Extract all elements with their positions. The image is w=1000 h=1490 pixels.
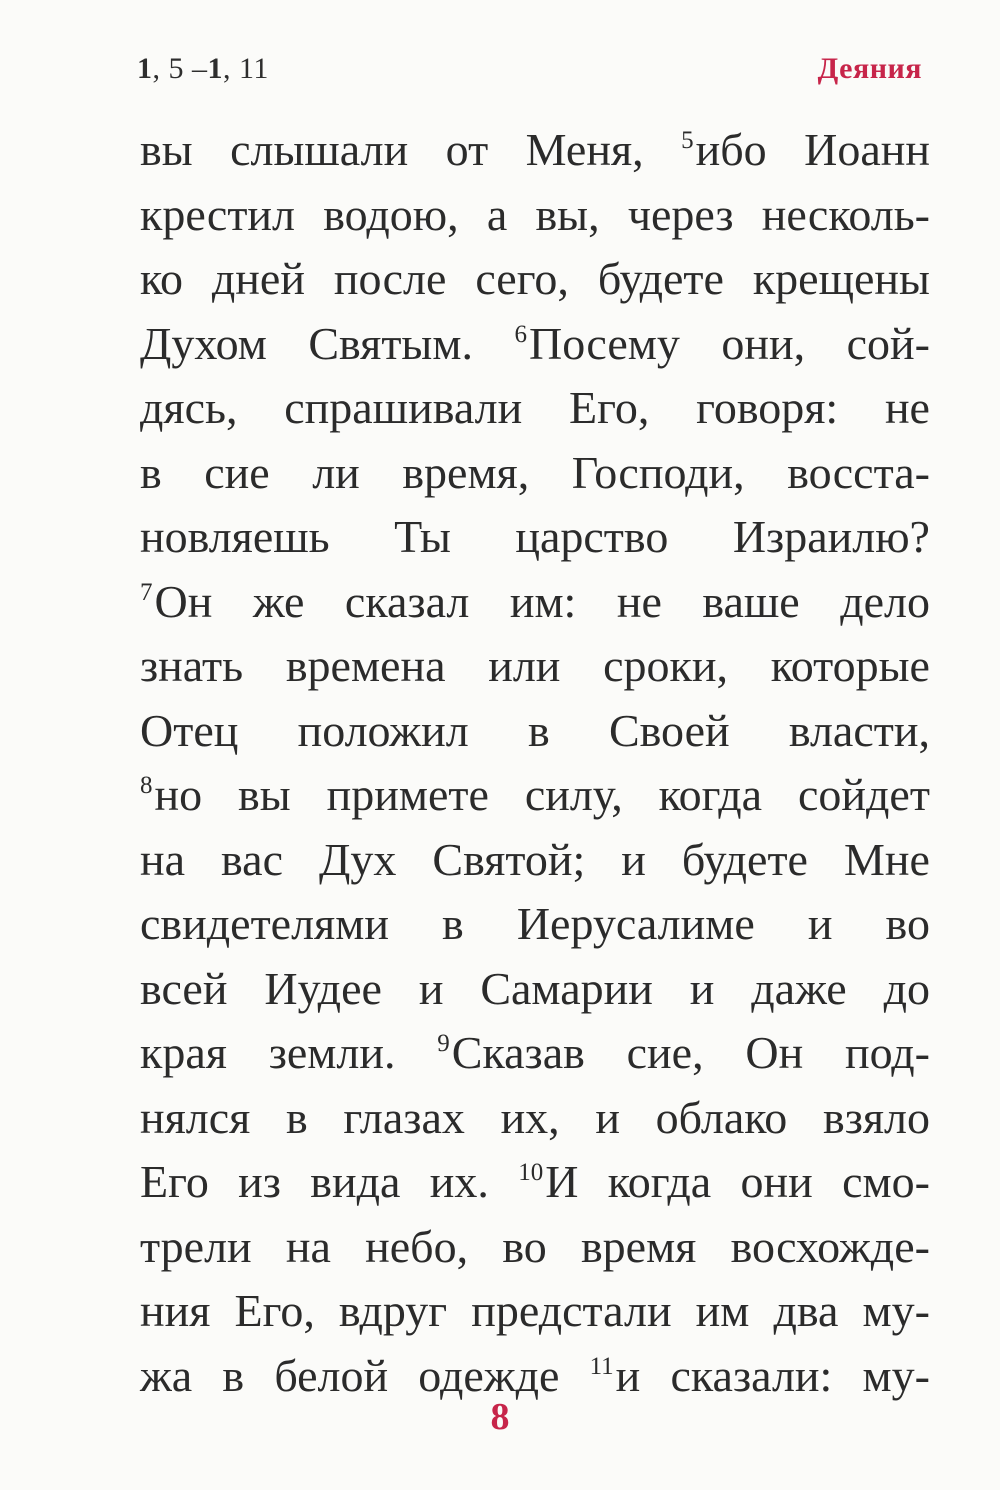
word: му- bbox=[862, 1285, 930, 1336]
word: их. bbox=[429, 1156, 489, 1207]
word: предстали bbox=[471, 1285, 672, 1336]
word: Иерусалиме bbox=[516, 898, 755, 949]
word: дней bbox=[211, 253, 305, 304]
word: слышали bbox=[230, 124, 409, 175]
word: ния bbox=[140, 1285, 211, 1336]
word: Его, bbox=[569, 382, 650, 433]
word: сие bbox=[204, 446, 270, 498]
word: и bbox=[418, 962, 444, 1014]
word: в bbox=[442, 898, 464, 949]
word: крещены bbox=[752, 253, 930, 304]
book-title: Деяния bbox=[817, 52, 922, 85]
word: сойдет bbox=[797, 769, 930, 820]
word: Ты bbox=[394, 511, 451, 562]
word: Он bbox=[745, 1027, 804, 1078]
word: му- bbox=[862, 1349, 930, 1401]
word: вдруг bbox=[338, 1285, 448, 1336]
word: во bbox=[502, 1220, 547, 1272]
text-line bbox=[140, 892, 930, 957]
word: земли. bbox=[268, 1027, 396, 1078]
text-line bbox=[140, 1086, 930, 1151]
word: примете bbox=[326, 769, 489, 820]
word: они bbox=[740, 1156, 813, 1207]
word: Израилю? bbox=[732, 511, 930, 562]
verse-number: 6 bbox=[514, 320, 527, 348]
word: Святой; bbox=[432, 833, 586, 885]
word: царство bbox=[515, 511, 669, 562]
word: Иудее bbox=[264, 962, 382, 1014]
word: Его bbox=[140, 1156, 209, 1207]
word: ли bbox=[312, 446, 360, 498]
word: даже bbox=[751, 962, 847, 1014]
word: свидетелями bbox=[140, 898, 389, 949]
text-line bbox=[140, 183, 930, 248]
word: в bbox=[285, 1091, 308, 1143]
word: несколь- bbox=[761, 188, 930, 240]
word: вы, bbox=[535, 188, 600, 240]
word: дело bbox=[840, 575, 930, 627]
word: облако bbox=[655, 1091, 788, 1143]
word: $^5$ибо bbox=[681, 124, 767, 175]
word: времена bbox=[285, 640, 446, 691]
verse-number: 11 bbox=[589, 1352, 614, 1380]
text-line bbox=[140, 505, 930, 570]
word: на bbox=[285, 1220, 331, 1272]
word: крестил bbox=[140, 188, 296, 240]
word: взяло bbox=[822, 1091, 930, 1143]
word: Духом bbox=[140, 317, 267, 369]
text-line bbox=[140, 634, 930, 699]
word: Меня, bbox=[525, 124, 644, 175]
word: всей bbox=[140, 962, 228, 1014]
word: Самарии bbox=[480, 962, 653, 1014]
word: белой bbox=[274, 1349, 389, 1401]
word: смо- bbox=[842, 1156, 930, 1207]
word: восста- bbox=[787, 446, 930, 498]
word: Своей bbox=[608, 704, 730, 756]
word: ко bbox=[140, 253, 184, 304]
text-line bbox=[140, 1021, 930, 1086]
word: $^7$Он bbox=[140, 575, 213, 627]
word: сего, bbox=[475, 253, 569, 304]
word: и bbox=[807, 898, 833, 949]
word: сказали: bbox=[670, 1349, 833, 1401]
word: два bbox=[773, 1285, 839, 1336]
text-line bbox=[140, 312, 930, 377]
word: трели bbox=[140, 1220, 252, 1272]
verse-range-reference: 1, 5 –1, 11 bbox=[137, 52, 269, 85]
word: Господи, bbox=[571, 446, 745, 498]
word: Дух bbox=[319, 833, 397, 885]
word: вы bbox=[140, 124, 193, 175]
word: через bbox=[627, 188, 734, 240]
word: положил bbox=[297, 704, 469, 756]
word: они, bbox=[721, 317, 806, 369]
word: под- bbox=[844, 1027, 930, 1078]
word: Святым. bbox=[308, 317, 473, 369]
word: сие, bbox=[626, 1027, 704, 1078]
word: в bbox=[140, 446, 162, 498]
word: в bbox=[222, 1349, 245, 1401]
text-line bbox=[140, 247, 930, 312]
word: вида bbox=[310, 1156, 401, 1207]
word: глазах bbox=[343, 1091, 465, 1143]
word: вас bbox=[221, 833, 283, 885]
word: и bbox=[689, 962, 715, 1014]
word: знать bbox=[140, 640, 244, 691]
verse-number: 7 bbox=[140, 578, 153, 606]
verse-number: 5 bbox=[681, 127, 694, 154]
word: не bbox=[616, 575, 662, 627]
text-line bbox=[140, 763, 930, 828]
word: $^{10}$И bbox=[518, 1156, 579, 1207]
word: ваше bbox=[702, 575, 800, 627]
word: говоря: bbox=[696, 382, 839, 433]
word: будете bbox=[597, 253, 724, 304]
word: их, bbox=[500, 1091, 560, 1143]
text-line bbox=[140, 1279, 930, 1344]
text-line bbox=[140, 1150, 930, 1215]
word: Иоанн bbox=[804, 124, 930, 175]
word: силу, bbox=[524, 769, 623, 820]
word: $^9$Сказав bbox=[437, 1027, 585, 1078]
word: после bbox=[333, 253, 447, 304]
word: когда bbox=[658, 769, 763, 820]
word: Его, bbox=[234, 1285, 315, 1336]
word: сказал bbox=[344, 575, 470, 627]
word: сой- bbox=[846, 317, 930, 369]
text-line bbox=[140, 376, 930, 441]
page-number: 8 bbox=[490, 1396, 510, 1438]
word: дясь, bbox=[140, 382, 238, 433]
text-line bbox=[140, 570, 930, 635]
running-header bbox=[137, 52, 922, 102]
word: в bbox=[527, 704, 550, 756]
word: а bbox=[486, 188, 508, 240]
text-line bbox=[140, 699, 930, 764]
word: им bbox=[695, 1285, 750, 1336]
word: же bbox=[252, 575, 305, 627]
word: до bbox=[883, 962, 930, 1014]
word: не bbox=[884, 382, 930, 433]
word: им: bbox=[509, 575, 577, 627]
word: Отец bbox=[140, 704, 239, 756]
word: $^{11}$и bbox=[589, 1349, 641, 1401]
word: нялся bbox=[140, 1091, 251, 1143]
verse-number: 8 bbox=[140, 772, 153, 799]
word: водою, bbox=[323, 188, 459, 240]
word: которые bbox=[770, 640, 930, 691]
text-line bbox=[140, 828, 930, 893]
word: время, bbox=[402, 446, 530, 498]
word: одежде bbox=[418, 1349, 560, 1401]
word: жа bbox=[140, 1349, 193, 1401]
word: и bbox=[621, 833, 646, 885]
word: от bbox=[445, 124, 489, 175]
word: когда bbox=[607, 1156, 712, 1207]
word: спрашивали bbox=[284, 382, 523, 433]
word: $^6$Посему bbox=[514, 317, 680, 369]
text-line bbox=[140, 957, 930, 1022]
text-line bbox=[140, 118, 930, 183]
scripture-text bbox=[140, 118, 930, 1408]
word: во bbox=[885, 898, 930, 949]
word: сроки, bbox=[603, 640, 729, 691]
word: новляешь bbox=[140, 511, 330, 562]
word: вы bbox=[238, 769, 291, 820]
word: небо, bbox=[365, 1220, 469, 1272]
word: края bbox=[140, 1027, 227, 1078]
word: Мне bbox=[843, 833, 930, 885]
text-line bbox=[140, 441, 930, 506]
word: или bbox=[488, 640, 561, 691]
verse-number: 10 bbox=[518, 1159, 544, 1186]
word: $^8$но bbox=[140, 769, 203, 820]
word: и bbox=[595, 1091, 620, 1143]
word: власти, bbox=[788, 704, 930, 756]
word: из bbox=[238, 1156, 281, 1207]
word: будете bbox=[681, 833, 808, 885]
word: восхожде- bbox=[730, 1220, 930, 1272]
text-line bbox=[140, 1215, 930, 1280]
verse-number: 9 bbox=[437, 1030, 450, 1057]
word: на bbox=[140, 833, 186, 885]
word: время bbox=[580, 1220, 697, 1272]
